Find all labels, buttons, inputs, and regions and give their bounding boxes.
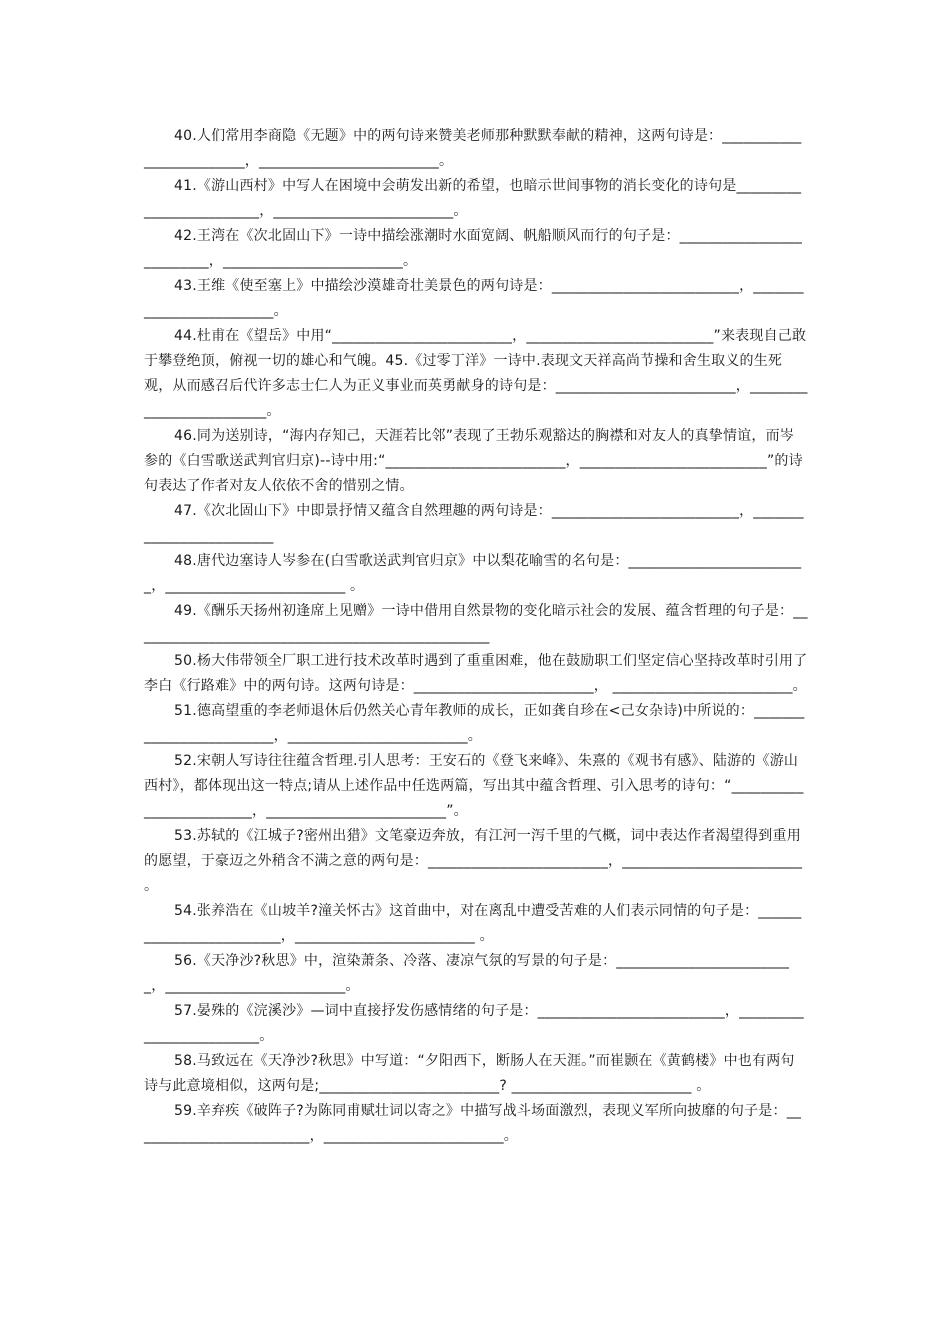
question-text: 57.晏殊的《浣溪沙》—词中直接抒发伤感情绪的句子是：________________________ — [174, 1003, 711, 1019]
question-57 — [144, 999, 808, 1049]
question-50 — [144, 649, 808, 699]
question-text: 真挚情谊，而岑参的《白雪歌送武判官归京)--诗中用:“_________________________，____ — [144, 428, 794, 469]
question-text: 持改革时引用了李白《行路难》中的两句诗。这两句诗是：_________________________， — [144, 653, 808, 694]
question-text: 51.德高望重的李老师退休后仍然关心青年教师的成长，正如龚自珍在<己女杂诗)中所 — [174, 703, 712, 719]
question-51 — [144, 699, 808, 749]
question-text: 58.马致远在《天净沙?秋思》中写道：“夕阳西下，断肠人在天涯。”而崔颢在《黄 — [174, 1053, 681, 1069]
question-text: 52.宋朝人写诗往往蕴含哲理.引人思考：王安石的《登飞来峰》、朱熹的《观书有 — [174, 753, 678, 769]
answer-blank: __，_________________________。 — [144, 1003, 804, 1044]
answer-blank: 句子是：_________________________，_________________________ 。 — [144, 903, 802, 944]
answer-blank: _____________ 。 — [598, 1078, 711, 1094]
question-41 — [144, 174, 808, 224]
question-54 — [144, 899, 808, 949]
answer-blank: _，_________________________ 。 — [144, 853, 803, 894]
answer-blank: 句是_________________________，_________________________。 — [144, 178, 802, 219]
answer-blank: 句是：_________________________，_________________________。 — [144, 378, 808, 419]
question-text: 50.杨大伟带领全厂职工进行技术改革时遇到了重重困难，他在鼓励职工们坚定信心坚 — [174, 653, 709, 669]
answer-blank: _________________________，_________________________。 — [144, 128, 802, 169]
question-56 — [144, 949, 808, 999]
question-47 — [144, 499, 808, 549]
question-text: 40.人们常用李商隐《无题》中的两句诗来赞美老师那种默默奉献的精神，这两句诗是： — [174, 128, 723, 144]
question-40 — [144, 124, 808, 174]
question-text: 鹤楼》中也有两句诗与此意境相似，这两句是;_________________________? ____________ — [144, 1053, 795, 1094]
question-44-45 — [144, 324, 808, 424]
question-text: 祥高尚节操和舍生取义的生死观，从而感召后代许多志士仁人为正义事业而英勇献身的诗 — [144, 353, 783, 394]
question-text: 44.杜甫在《望岳》中用“_________________________，_________________________ — [174, 328, 707, 344]
question-text: 者渴望得到重用的愿望，于豪迈之外稍含不满之意的两句是：________________________ — [144, 828, 801, 869]
question-49 — [144, 599, 808, 649]
question-text: 49.《酬乐天扬州初逢席上见赠》一诗中借用自然景物的变化暗示社会的发展、蕴含哲 — [174, 603, 709, 619]
question-text: 感》、陆游的《游山西村》，都体现出这一特点;请从上述作品中任选两篇，写出其中蕴含 — [144, 753, 799, 794]
answer-blank: _____________，_________________________ 。 — [144, 553, 802, 594]
answer-blank: _________________________。 — [608, 678, 807, 694]
answer-blank: 靡的句子是：_________________________，_________________________。 — [144, 1103, 802, 1144]
question-48 — [144, 549, 808, 599]
question-52 — [144, 749, 808, 824]
answer-blank: _____________，_________________________。 — [144, 953, 790, 994]
question-46 — [144, 424, 808, 499]
question-text: 54.张养浩在《山坡羊?潼关怀古》这首曲中，对在离乱中遭受苦难的人们表示同情的 — [174, 903, 702, 919]
question-text: 41.《游山西村》中写人在困境中会萌发出新的希望，也暗示世间事物的消长变化的诗 — [174, 178, 709, 194]
question-text: 59.辛弃疾《破阵子?为陈同甫赋壮词以寄之》中描写战斗场面激烈，表现义军所向披 — [174, 1103, 702, 1119]
answer-blank: 哲理、引入思考的诗句：“_________________________，_________________________”。 — [144, 778, 804, 819]
question-text: 43.王维《使至塞上》中描绘沙漠雄奇壮美景色的两句诗是：_______________________ — [174, 278, 718, 294]
answer-blank: 说的：_________________________，_________________________。 — [144, 703, 805, 744]
question-43 — [144, 274, 808, 324]
question-text: 46.同为送别诗，“海内存知己，天涯若比邻”表现了王勃乐观豁达的胸襟和对友人的 — [174, 428, 695, 444]
answer-blank: 理的句子是：__________________________________________________ — [144, 603, 808, 644]
answer-blank: ___，_________________________ — [144, 503, 804, 544]
question-text: 53.苏轼的《江城子?密州出猎》文笔豪迈奔放，有江河一泻千里的气概，词中表达作 — [174, 828, 702, 844]
question-58 — [144, 1049, 808, 1099]
question-text: ______________________”的诗句表达了作者对友人依依不舍的惜别之情。 — [144, 453, 803, 494]
question-text: 42.王湾在《次北固山下》一诗中描绘涨潮时水面宽阔、帆船顺风而行的句子是：____ — [174, 228, 709, 244]
question-text: 56.《天净沙?秋思》中，渲染萧条、冷落、凄凉气氛的写景的句子是：____________ — [174, 953, 703, 969]
answer-blank: ______________________，_________________________。 — [144, 228, 803, 269]
question-59 — [144, 1099, 808, 1149]
question-53 — [144, 824, 808, 899]
question-42 — [144, 224, 808, 274]
question-text: _”来表现自己敢于攀登绝顶，俯视一切的雄心和气魄。45.《过零丁洋》一诗中.表现文天 — [144, 328, 807, 369]
question-text: 47.《次北固山下》中即景抒情又蕴含自然理趣的两句诗是：_______________________ — [174, 503, 718, 519]
answer-blank: ___，_________________________。 — [144, 278, 804, 319]
question-text: 48.唐代边塞诗人岑参在(白雪歌送武判官归京》中以梨花喻雪的名句是：____________ — [174, 553, 715, 569]
question-list — [144, 124, 808, 1149]
